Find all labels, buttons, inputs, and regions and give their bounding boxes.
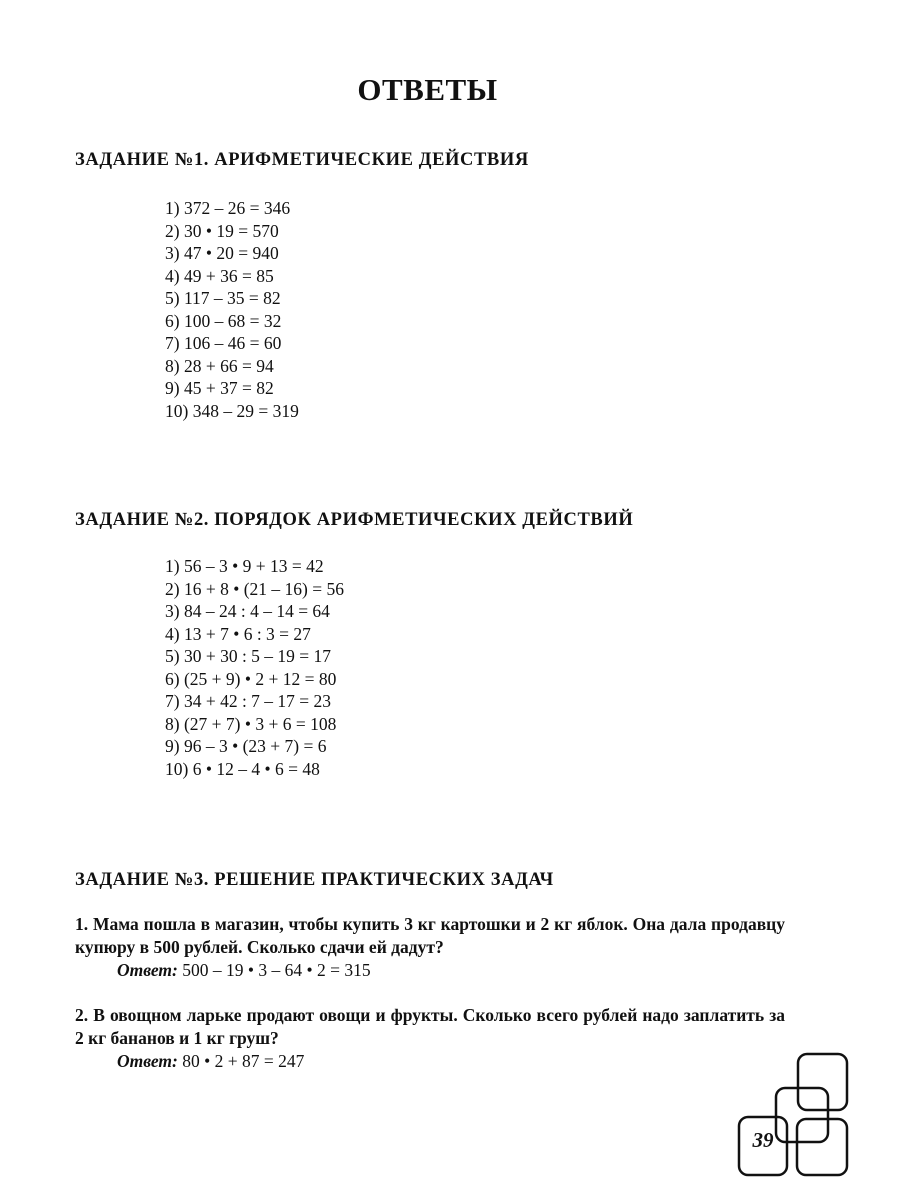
list-item: 6) (25 + 9) • 2 + 12 = 80 (165, 668, 337, 689)
list-item: 7) 34 + 42 : 7 – 17 = 23 (165, 691, 332, 711)
task-2-question: 2. В овощном ларьке продают овощи и фрукты. Сколько всего рублей надо заплатить за 2 кг бананов и 1 кг груш? (75, 1005, 785, 1048)
answer-value: 80 • 2 + 87 = 247 (182, 1051, 305, 1071)
answer-value: 500 – 19 • 3 – 64 • 2 = 315 (182, 960, 371, 980)
list-item: 4) 13 + 7 • 6 : 3 = 27 (165, 623, 311, 644)
list-item: 9) 96 – 3 • (23 + 7) = 6 (165, 736, 327, 756)
list-item: 3) 47 • 20 = 940 (165, 243, 279, 263)
list-item: 2) 16 + 8 • (21 – 16) = 56 (165, 578, 344, 599)
list-item: 9) 45 + 37 = 82 (165, 378, 274, 398)
answer-label: Ответ: (117, 960, 178, 980)
list-item: 10) 6 • 12 – 4 • 6 = 48 (165, 758, 320, 779)
list-item: 8) (27 + 7) • 3 + 6 = 108 (165, 713, 337, 734)
list-item: 5) 30 + 30 : 5 – 19 = 17 (165, 646, 332, 666)
section-3-heading: ЗАДАНИЕ №3. РЕШЕНИЕ ПРАКТИЧЕСКИХ ЗАДАЧ (75, 870, 554, 890)
task-1-question: 1. Мама пошла в магазин, чтобы купить 3 кг картошки и 2 кг яблок. Она дала продавцу купюру в 500 рублей. Сколько сдачи ей дадут? (75, 914, 785, 957)
section-2-heading: ЗАДАНИЕ №2. ПОРЯДОК АРИФМЕТИЧЕСКИХ ДЕЙСТВИЙ (75, 510, 634, 530)
section-1-heading: ЗАДАНИЕ №1. АРИФМЕТИЧЕСКИЕ ДЕЙСТВИЯ (75, 150, 529, 170)
list-item: 4) 49 + 36 = 85 (165, 265, 274, 286)
page-title: ОТВЕТЫ (357, 72, 498, 107)
list-item: 8) 28 + 66 = 94 (165, 355, 274, 376)
list-item: 7) 106 – 46 = 60 (165, 333, 282, 353)
list-item: 3) 84 – 24 : 4 – 14 = 64 (165, 601, 330, 621)
page-number: 39 (752, 1128, 774, 1152)
list-item: 1) 56 – 3 • 9 + 13 = 42 (165, 556, 324, 576)
answer-label: Ответ: (117, 1051, 178, 1071)
list-item: 10) 348 – 29 = 319 (165, 400, 299, 421)
list-item: 5) 117 – 35 = 82 (165, 288, 281, 308)
list-item: 1) 372 – 26 = 346 (165, 198, 291, 218)
list-item: 6) 100 – 68 = 32 (165, 310, 282, 331)
list-item: 2) 30 • 19 = 570 (165, 220, 279, 241)
